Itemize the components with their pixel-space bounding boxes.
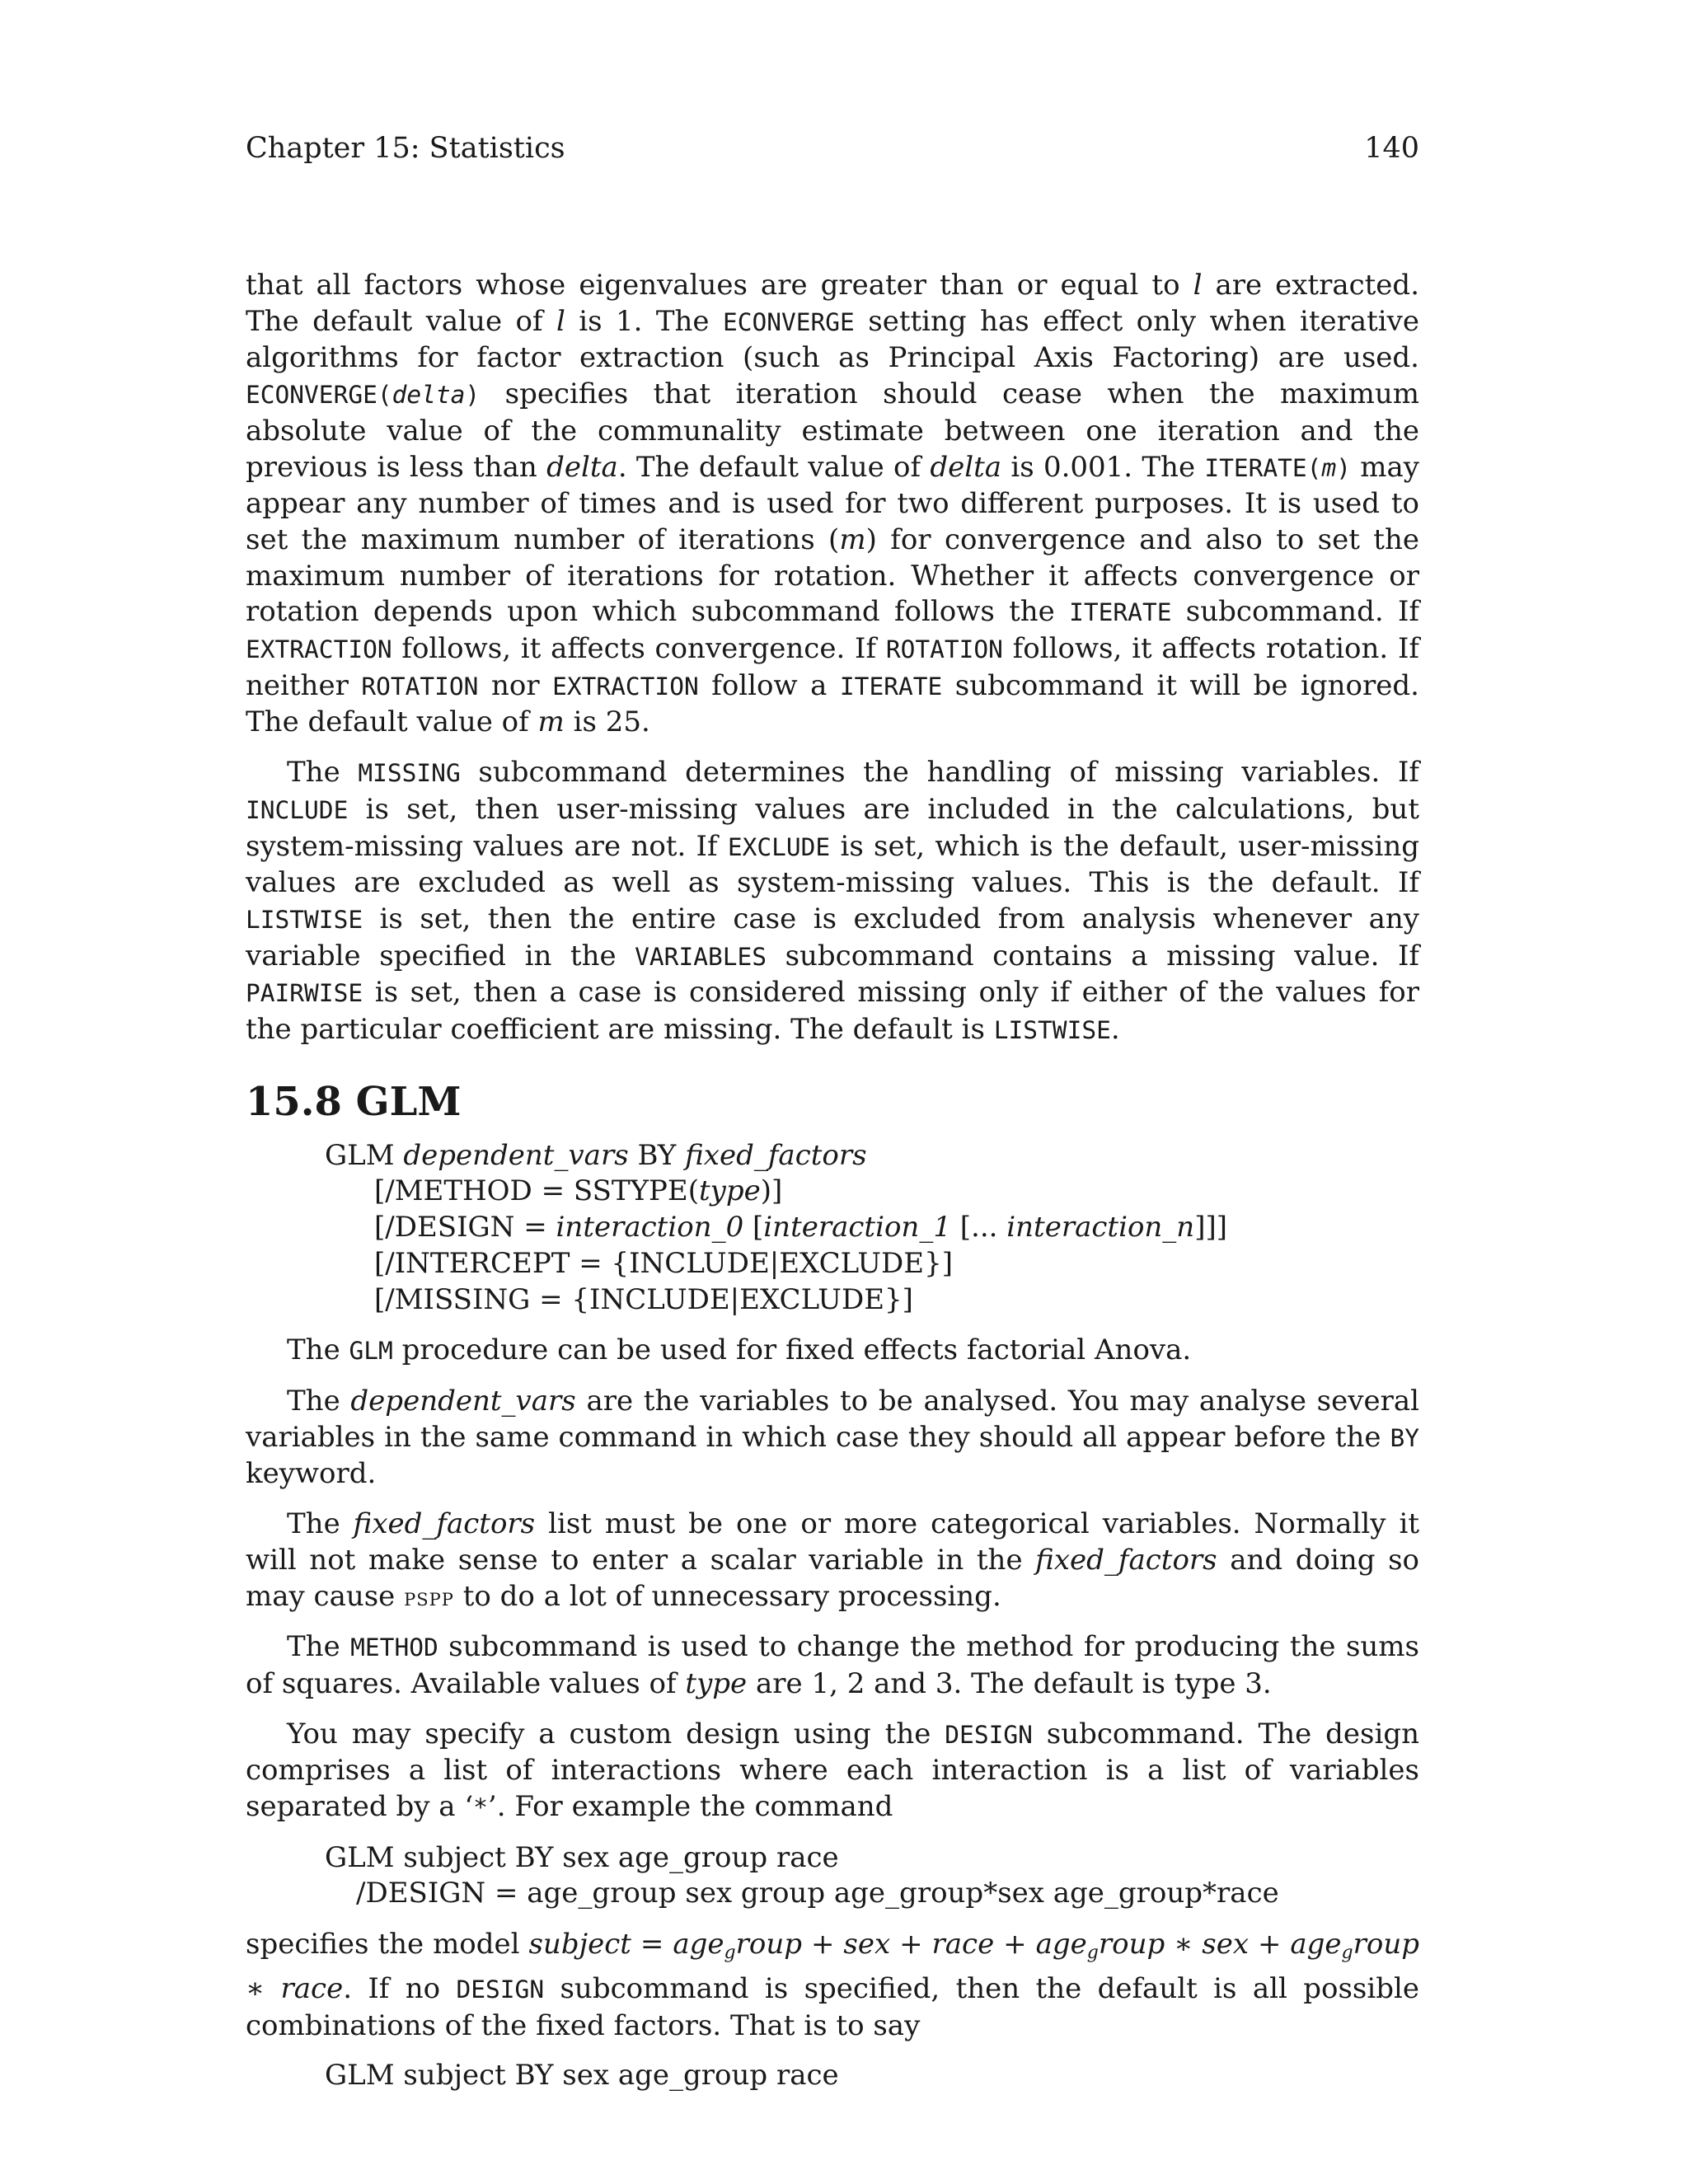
body-text bbox=[246, 268, 1419, 2109]
syntax-line: [/METHOD = SSTYPE(type)] bbox=[374, 1174, 783, 1208]
page-number: 140 bbox=[1364, 132, 1419, 165]
paragraph-design-subcommand: You may specify a custom design using the DESIGN subcommand. The design comprises a list of interactions where each interaction is a list of variables separated by a ‘*’. For example the command bbox=[246, 1717, 1419, 1824]
syntax-line: [/MISSING = {INCLUDE|EXCLUDE}] bbox=[374, 1282, 913, 1316]
example-command-default bbox=[325, 2058, 1419, 2094]
syntax-line: GLM dependent_vars BY fixed_factors bbox=[325, 1138, 867, 1172]
paragraph-dependent-vars: The dependent_vars are the variables to be analysed. You may analyse several variables in the same command in which case they should all appear before the BY keyword. bbox=[246, 1384, 1419, 1491]
glm-syntax-block bbox=[325, 1138, 1419, 1319]
paragraph-glm-procedure: The GLM procedure can be used for fixed effects factorial Anova. bbox=[287, 1333, 1192, 1367]
paragraph-factor-convergence: that all factors whose eigenvalues are greater than or equal to l are extracted. The default value of l is 1. The ECONVERGE setting has effect only when iterative algorithms for factor extraction (such as Principal Axis Factoring) are used. ECONVERGE(delta) specifies that iteration should cease when the maximum absolute value of the communality estimate between one iteration and the previous is less than delta. The default value of delta is 0.001. The ITERATE(m) may appear any number of times and is used for two different purposes. It is used to set the maximum number of iterations (m) for convergence and also to set the maximum number of iterations for rotation. Whether it affects convergence or rotation depends upon which subcommand follows the ITERATE subcommand. If EXTRACTION follows, it affects convergence. If ROTATION follows, it affects rotation. If neither ROTATION nor EXTRACTION follow a ITERATE subcommand it will be ignored. The default value of m is 25. bbox=[246, 269, 1419, 739]
syntax-line: [/DESIGN = interaction_0 [interaction_1 [... interaction_n]]] bbox=[374, 1211, 1228, 1244]
paragraph-method-subcommand: The METHOD subcommand is used to change the method for producing the sums of squares. Available values of type are 1, 2 and 3. The default is type 3. bbox=[246, 1630, 1419, 1700]
example-line: GLM subject BY sex age_group race bbox=[325, 2059, 839, 2093]
example-line: /DESIGN = age_group sex group age_group*sex age_group*race bbox=[356, 1877, 1279, 1910]
example-line: GLM subject BY sex age_group race bbox=[325, 1840, 839, 1874]
paragraph-fixed-factors: The fixed_factors list must be one or more categorical variables. Normally it will not make sense to enter a scalar variable in the fixed_factors and doing so may cause pspp to do a lot of unnecessary processing. bbox=[246, 1507, 1419, 1613]
paragraph-model-spec: specifies the model subject = age$_g$roup + sex + race + age$_g$roup ∗ sex + age$_g$roup ∗ race. If no DESIGN subcommand is specified, then the default is all possible combinations of the fixed factors. That is to say bbox=[246, 1928, 1420, 2042]
running-header-chapter: Chapter 15: Statistics bbox=[246, 132, 565, 165]
example-command-design bbox=[325, 1840, 1419, 1912]
section-heading-glm: 15.8 GLM bbox=[246, 1078, 462, 1125]
syntax-line: [/INTERCEPT = {INCLUDE|EXCLUDE}] bbox=[374, 1246, 954, 1280]
paragraph-missing-subcommand: The MISSING subcommand determines the handling of missing variables. If INCLUDE is set, then user-missing values are included in the calculations, but system-missing values are not. If EXCLUDE is set, which is the default, user-missing values are excluded as well as system-missing values. This is the default. If LISTWISE is set, then the entire case is excluded from analysis whenever any variable specified in the VARIABLES subcommand contains a missing value. If PAIRWISE is set, then a case is considered missing only if either of the values for the particular coefficient are missing. The default is LISTWISE. bbox=[246, 756, 1419, 1047]
